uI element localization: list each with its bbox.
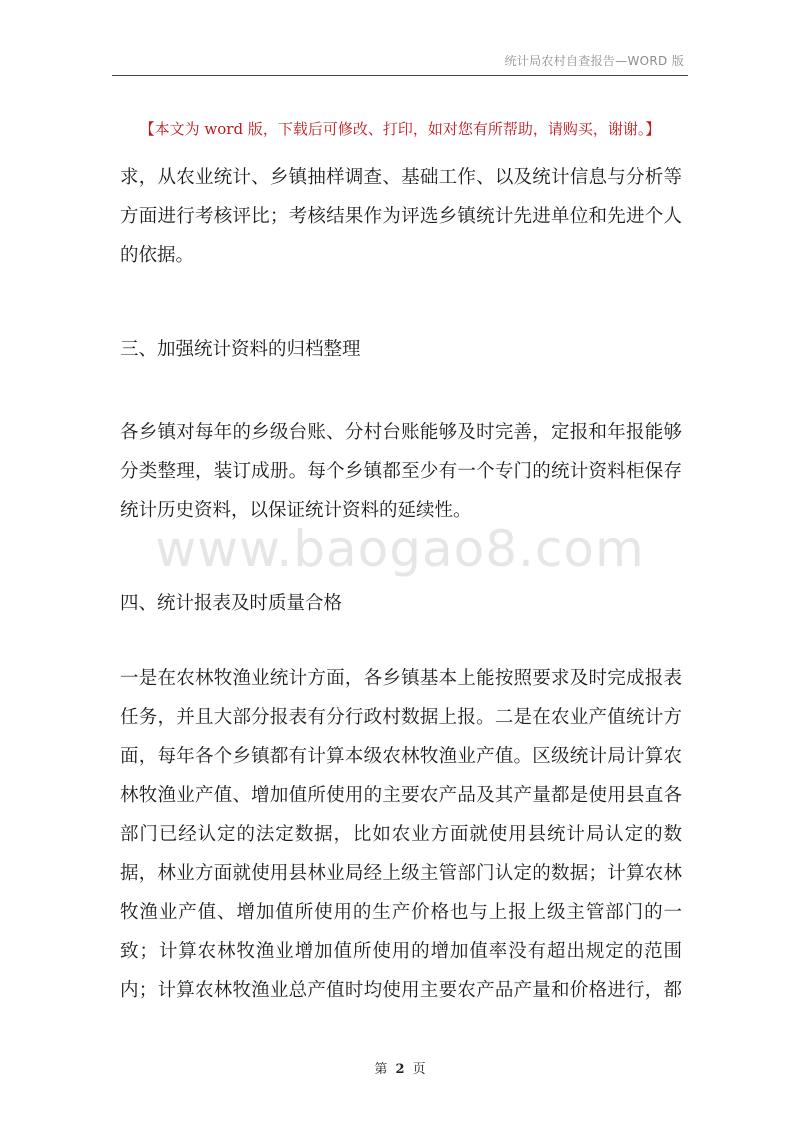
paragraph-2 xyxy=(120,413,682,530)
paragraph-3 xyxy=(120,659,682,1010)
paragraph-line: 据，林业方面就使用县林业局经上级主管部门认定的数据；计算农林 xyxy=(120,863,682,884)
paragraph-1 xyxy=(120,158,682,275)
page-number: 2 xyxy=(395,1062,405,1077)
header-divider xyxy=(112,75,688,76)
paragraph-line: 任务，并且大部分报表有分行政村数据上报。二是在农业产值统计方 xyxy=(120,707,682,728)
paragraph-line: 面，每年各个乡镇都有计算本级农林牧渔业产值。区级统计局计算农 xyxy=(120,746,682,767)
paragraph-line: 林牧渔业产值、增加值所使用的主要农产品及其产量都是使用县直各 xyxy=(120,785,682,806)
paragraph-line: 部门已经认定的法定数据，比如农业方面就使用县统计局认定的数 xyxy=(120,824,682,845)
watermark-text: www.baogao8.com xyxy=(155,520,645,578)
paragraph-line: 方面进行考核评比；考核结果作为评选乡镇统计先进单位和先进个人 xyxy=(120,206,682,227)
paragraph-line: 统计历史资料，以保证统计资料的延续性。 xyxy=(120,500,472,521)
paragraph-line: 分类整理，装订成册。每个乡镇都至少有一个专门的统计资料柜保存 xyxy=(120,461,682,482)
download-notice-banner: 【本文为 word 版，下载后可修改、打印，如对您有所帮助，请购买，谢谢。】 xyxy=(139,120,661,138)
paragraph-line: 的依据。 xyxy=(120,245,195,266)
section-heading-3: 三、加强统计资料的归档整理 xyxy=(120,339,361,360)
page-number-prefix: 第 xyxy=(374,1062,388,1077)
page-footer xyxy=(0,1058,800,1077)
paragraph-line: 牧渔业产值、增加值所使用的生产价格也与上报上级主管部门的一 xyxy=(120,902,682,923)
paragraph-line: 一是在农林牧渔业统计方面，各乡镇基本上能按照要求及时完成报表 xyxy=(120,668,682,689)
paragraph-line: 内；计算农林牧渔业总产值时均使用主要农产品产量和价格进行，都 xyxy=(120,980,682,1001)
page-header-title: 统计局农村自查报告—WORD 版 xyxy=(504,54,684,68)
paragraph-line: 求，从农业统计、乡镇抽样调查、基础工作、以及统计信息与分析等 xyxy=(120,167,682,188)
page-number-suffix: 页 xyxy=(412,1062,426,1077)
paragraph-line: 各乡镇对每年的乡级台账、分村台账能够及时完善，定报和年报能够 xyxy=(120,422,682,443)
paragraph-line: 致；计算农林牧渔业增加值所使用的增加值率没有超出规定的范围 xyxy=(120,941,682,962)
section-heading-4: 四、统计报表及时质量合格 xyxy=(120,593,343,614)
